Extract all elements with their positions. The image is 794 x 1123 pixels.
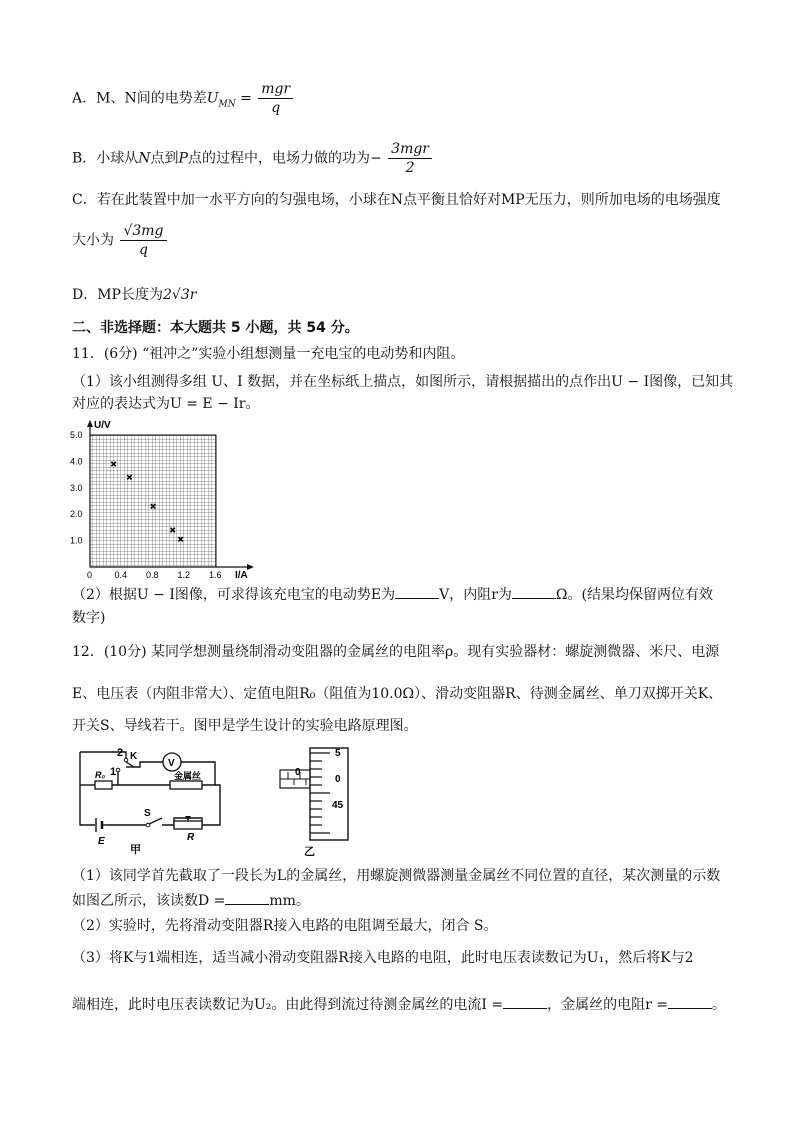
q12-part1-text-b: mm。 [269, 893, 310, 909]
option-a-text: M、N间的电势差 [96, 90, 207, 107]
q12-part1-text-a: 如图乙所示，该读数D = [72, 893, 226, 909]
micrometer-tick-45: 45 [332, 800, 344, 811]
micrometer-thimble [310, 748, 348, 840]
q12-part1-line1: （1）该同学首先截取了一段长为L的金属丝，用螺旋测微器测量金属丝不同位置的直径，某次测量的示数 [72, 868, 721, 884]
circuit-label-wire: 金属丝 [174, 771, 202, 781]
option-b [72, 140, 434, 177]
q12-part3-line1: （3）将K与1端相连，适当减小滑动变阻器R接入电路的电阻，此时电压表读数记为U₁，然后将K与2 [72, 950, 694, 966]
chart-x-tick-label: 1.2 [177, 570, 191, 580]
option-a-prefix: A． [72, 90, 97, 107]
switch-s-blade [149, 818, 162, 824]
circuit-label-r: R [187, 832, 195, 843]
ui-chart [68, 418, 268, 583]
option-d-text: D．MP长度为 [72, 287, 163, 303]
micrometer-tick-0: 0 [335, 774, 341, 785]
chart-x-tick-label: 0.4 [114, 570, 128, 580]
chart-y-tick-label: 2.0 [70, 509, 83, 520]
q11-part2-text-a: （2）根据U − I图像，可求得该充电宝的电动势E为 [72, 587, 396, 603]
circuit-caption: 甲 [130, 844, 141, 855]
option-a-fraction [258, 80, 293, 117]
option-a [72, 80, 295, 117]
option-d-value: 2√3r [162, 287, 197, 303]
q11-part2-text-b: V，内阻r为 [439, 587, 512, 603]
switch-k-blade [126, 762, 134, 767]
chart-grid-area [90, 435, 216, 567]
q12-part1-line2 [72, 890, 310, 911]
circuit-label-s: S [144, 808, 151, 819]
circuit-label-2: 2 [117, 747, 124, 759]
option-b-prefix: B．小球从 [72, 150, 139, 167]
circuit-label-1: 1 [110, 766, 117, 778]
option-b-fraction [388, 140, 432, 177]
option-b-n: N [138, 150, 151, 167]
option-c-line2 [72, 222, 169, 259]
switch-k-contact-1 [116, 768, 120, 772]
option-c-text: C．若在此装置中加一水平方向的匀强电场，小球在N点平衡且恰好对MP无压力，则所加电场的电场强度 [72, 192, 721, 208]
option-a-denominator: q [271, 100, 281, 116]
micrometer-diagram [270, 742, 370, 857]
circuit-label-v: V [168, 758, 175, 769]
option-a-sub: MN [218, 99, 236, 110]
micrometer-caption: 乙 [304, 846, 315, 857]
circuit-diagram [70, 740, 250, 855]
chart-origin-label: 0 [87, 570, 93, 580]
answer-blank-emf[interactable] [395, 584, 439, 599]
chart-y-tick-label: 4.0 [70, 456, 83, 467]
chart-x-arrow [247, 564, 254, 570]
q12-header: 12．(10分) 某同学想测量绕制滑动变阻器的金属丝的电阻率ρ。现有实验器材：螺旋测微器、米尺、电源 [72, 644, 720, 660]
chart-y-tick-label: 3.0 [70, 482, 83, 493]
q11-part1-line1: （1）该小组测得多组 U、I 数据，并在坐标纸上描点，如图所示，请根据描出的点作出U − I图像，已知其 [72, 374, 734, 390]
chart-x-label: I/A [235, 570, 248, 581]
option-b-minus: − [369, 150, 382, 167]
option-c-numerator: √3mg [120, 222, 166, 241]
r0-resistor [95, 781, 112, 789]
micrometer-tick-5: 5 [335, 748, 341, 759]
option-c-fraction [120, 222, 166, 259]
q11-part2-line2: 数字) [72, 610, 106, 626]
option-c-line1 [72, 190, 721, 210]
q12-part3-line2 [72, 994, 726, 1015]
option-c-label: 大小为 [72, 232, 114, 249]
answer-blank-resistance[interactable] [668, 994, 712, 1009]
q12-part2: （2）实验时，先将滑动变阻器R接入电路的电阻调至最大，闭合 S。 [72, 918, 498, 934]
chart-y-arrow [87, 420, 93, 427]
q11-part2-line1 [72, 584, 713, 605]
chart-x-tick-label: 1.6 [209, 570, 222, 580]
circuit-label-e: E [98, 836, 105, 847]
q11-header: 11．(6分) “祖冲之”实验小组想测量一充电宝的电动势和内阻。 [72, 346, 465, 362]
circuit-label-r0: R₀ [95, 770, 106, 780]
section-2-title: 二、非选择题：本大题共 5 小题，共 54 分。 [72, 320, 359, 336]
q11-part2-text-c: Ω。(结果均保留两位有效 [555, 587, 713, 603]
q12-part3-text-c: 。 [712, 997, 726, 1013]
q12-line3: 开关S、导线若干。图甲是学生设计的实验电路原理图。 [72, 718, 418, 734]
option-b-mid: 点到 [150, 150, 179, 167]
option-d [72, 285, 196, 305]
chart-y-label: U/V [94, 420, 111, 431]
option-b-numerator: 3mgr [388, 140, 432, 159]
chart-x-tick-label: 0.8 [146, 570, 159, 580]
option-a-var: U [206, 90, 219, 107]
q12-part3-text-a: 端相连，此时电压表读数记为U₂。由此得到流过待测金属丝的电流I = [72, 997, 504, 1013]
rheostat-r [174, 821, 202, 829]
option-b-p: P [178, 150, 188, 167]
option-b-denominator: 2 [405, 160, 415, 176]
option-a-numerator: mgr [258, 80, 293, 99]
micrometer-zero: 0 [295, 767, 301, 778]
circuit-label-k: K [130, 751, 138, 762]
chart-y-tick-label: 1.0 [70, 535, 83, 546]
q11-part1-line2: 对应的表达式为U = E − Ir。 [72, 396, 260, 412]
option-b-text: 点的过程中，电场力做的功为 [187, 150, 370, 167]
chart-y-ticks [70, 430, 83, 546]
answer-blank-diameter[interactable] [225, 890, 269, 905]
answer-blank-internal-resistance[interactable] [512, 584, 556, 599]
switch-k-contact-2 [124, 758, 128, 762]
answer-blank-current[interactable] [503, 994, 547, 1009]
option-a-eq: = [235, 90, 252, 107]
q12-part3-text-b: ，金属丝的电阻r = [547, 997, 668, 1013]
chart-y-tick-label: 5.0 [70, 430, 83, 440]
metal-wire-resistor [170, 781, 202, 789]
option-c-denominator: q [139, 242, 148, 258]
chart-x-ticks [115, 570, 222, 580]
q12-line2: E、电压表（内阻非常大）、定值电阻R₀（阻值为10.0Ω）、滑动变阻器R、待测金属丝、单刀双掷开关K、 [72, 686, 723, 702]
